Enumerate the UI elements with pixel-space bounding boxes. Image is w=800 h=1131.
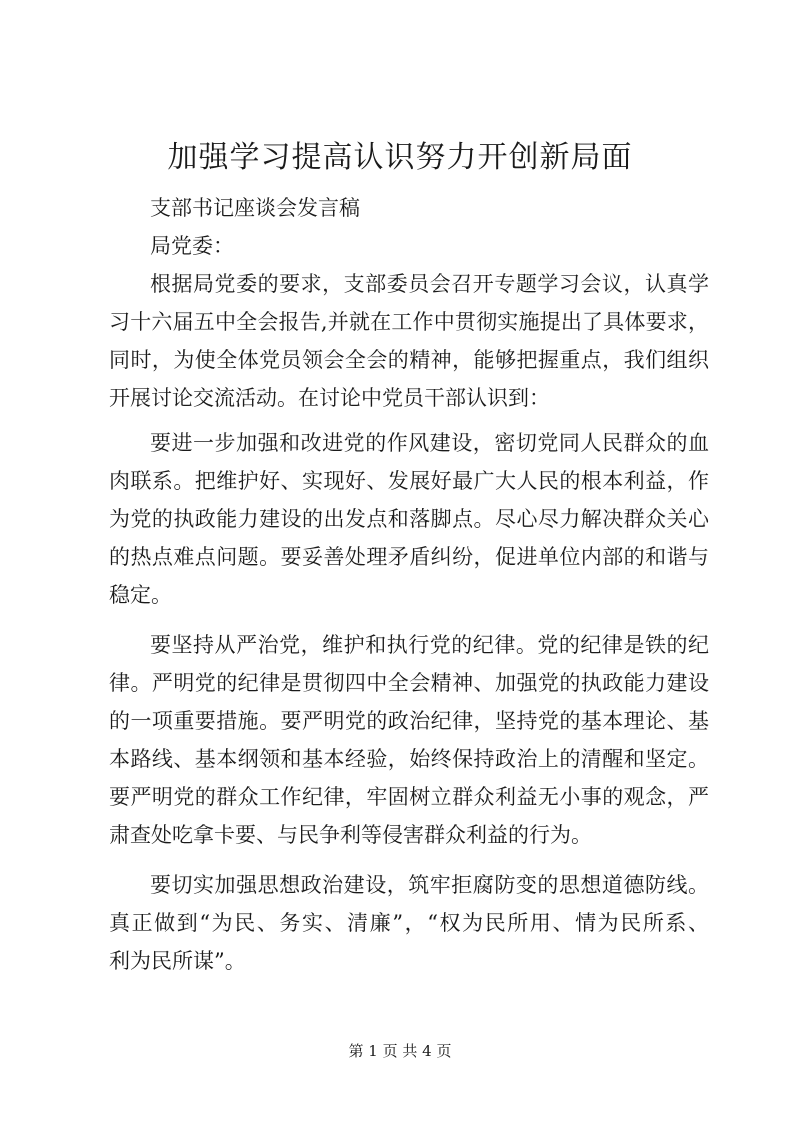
body-line: 稳定。 (109, 583, 172, 607)
salutation-line: 局党委： (150, 234, 234, 258)
body-line: 肃查处吃拿卡要、与民争利等侵害群众利益的行为。 (109, 823, 592, 847)
body-line: 本路线、基本纲领和基本经验，始终保持政治上的清醒和坚定。 (109, 747, 709, 771)
page-footer: 第 1 页 共 4 页 (348, 1042, 452, 1060)
subtitle-line: 支部书记座谈会发言稿 (150, 196, 360, 220)
body-line: 要切实加强思想政治建设，筑牢拒腐防变的思想道德防线。 (150, 873, 709, 897)
body-line: 根据局党委的要求，支部委员会召开专题学习会议，认真学 (150, 272, 709, 296)
body-line: 律。严明党的纪律是贯彻四中全会精神、加强党的执政能力建设 (109, 671, 709, 695)
document-title: 加强学习提高认识努力开创新局面 (167, 140, 633, 175)
body-line: 要严明党的群众工作纪律，牢固树立群众利益无小事的观念，严 (109, 785, 709, 809)
body-line: 的一项重要措施。要严明党的政治纪律，坚持党的基本理论、基 (109, 709, 709, 733)
body-line: 要进一步加强和改进党的作风建设，密切党同人民群众的血 (150, 431, 709, 455)
body-line: 同时，为使全体党员领会全会的精神，能够把握重点，我们组织 (109, 348, 709, 372)
body-line: 肉联系。把维护好、实现好、发展好最广大人民的根本利益，作 (109, 469, 709, 493)
body-line: 真正做到“为民、务实、清廉”，“权为民所用、情为民所系、 (109, 911, 709, 935)
body-line: 开展讨论交流活动。在讨论中党员干部认识到： (109, 386, 550, 410)
body-line: 要坚持从严治党，维护和执行党的纪律。党的纪律是铁的纪 (150, 633, 709, 657)
body-line: 习十六届五中全会报告,并就在工作中贯彻实施提出了具体要求， (109, 310, 709, 334)
body-line: 利为民所谋”。 (109, 949, 246, 973)
body-line: 的热点难点问题。要妥善处理矛盾纠纷，促进单位内部的和谐与 (109, 545, 709, 569)
body-line: 为党的执政能力建设的出发点和落脚点。尽心尽力解决群众关心 (109, 507, 709, 531)
